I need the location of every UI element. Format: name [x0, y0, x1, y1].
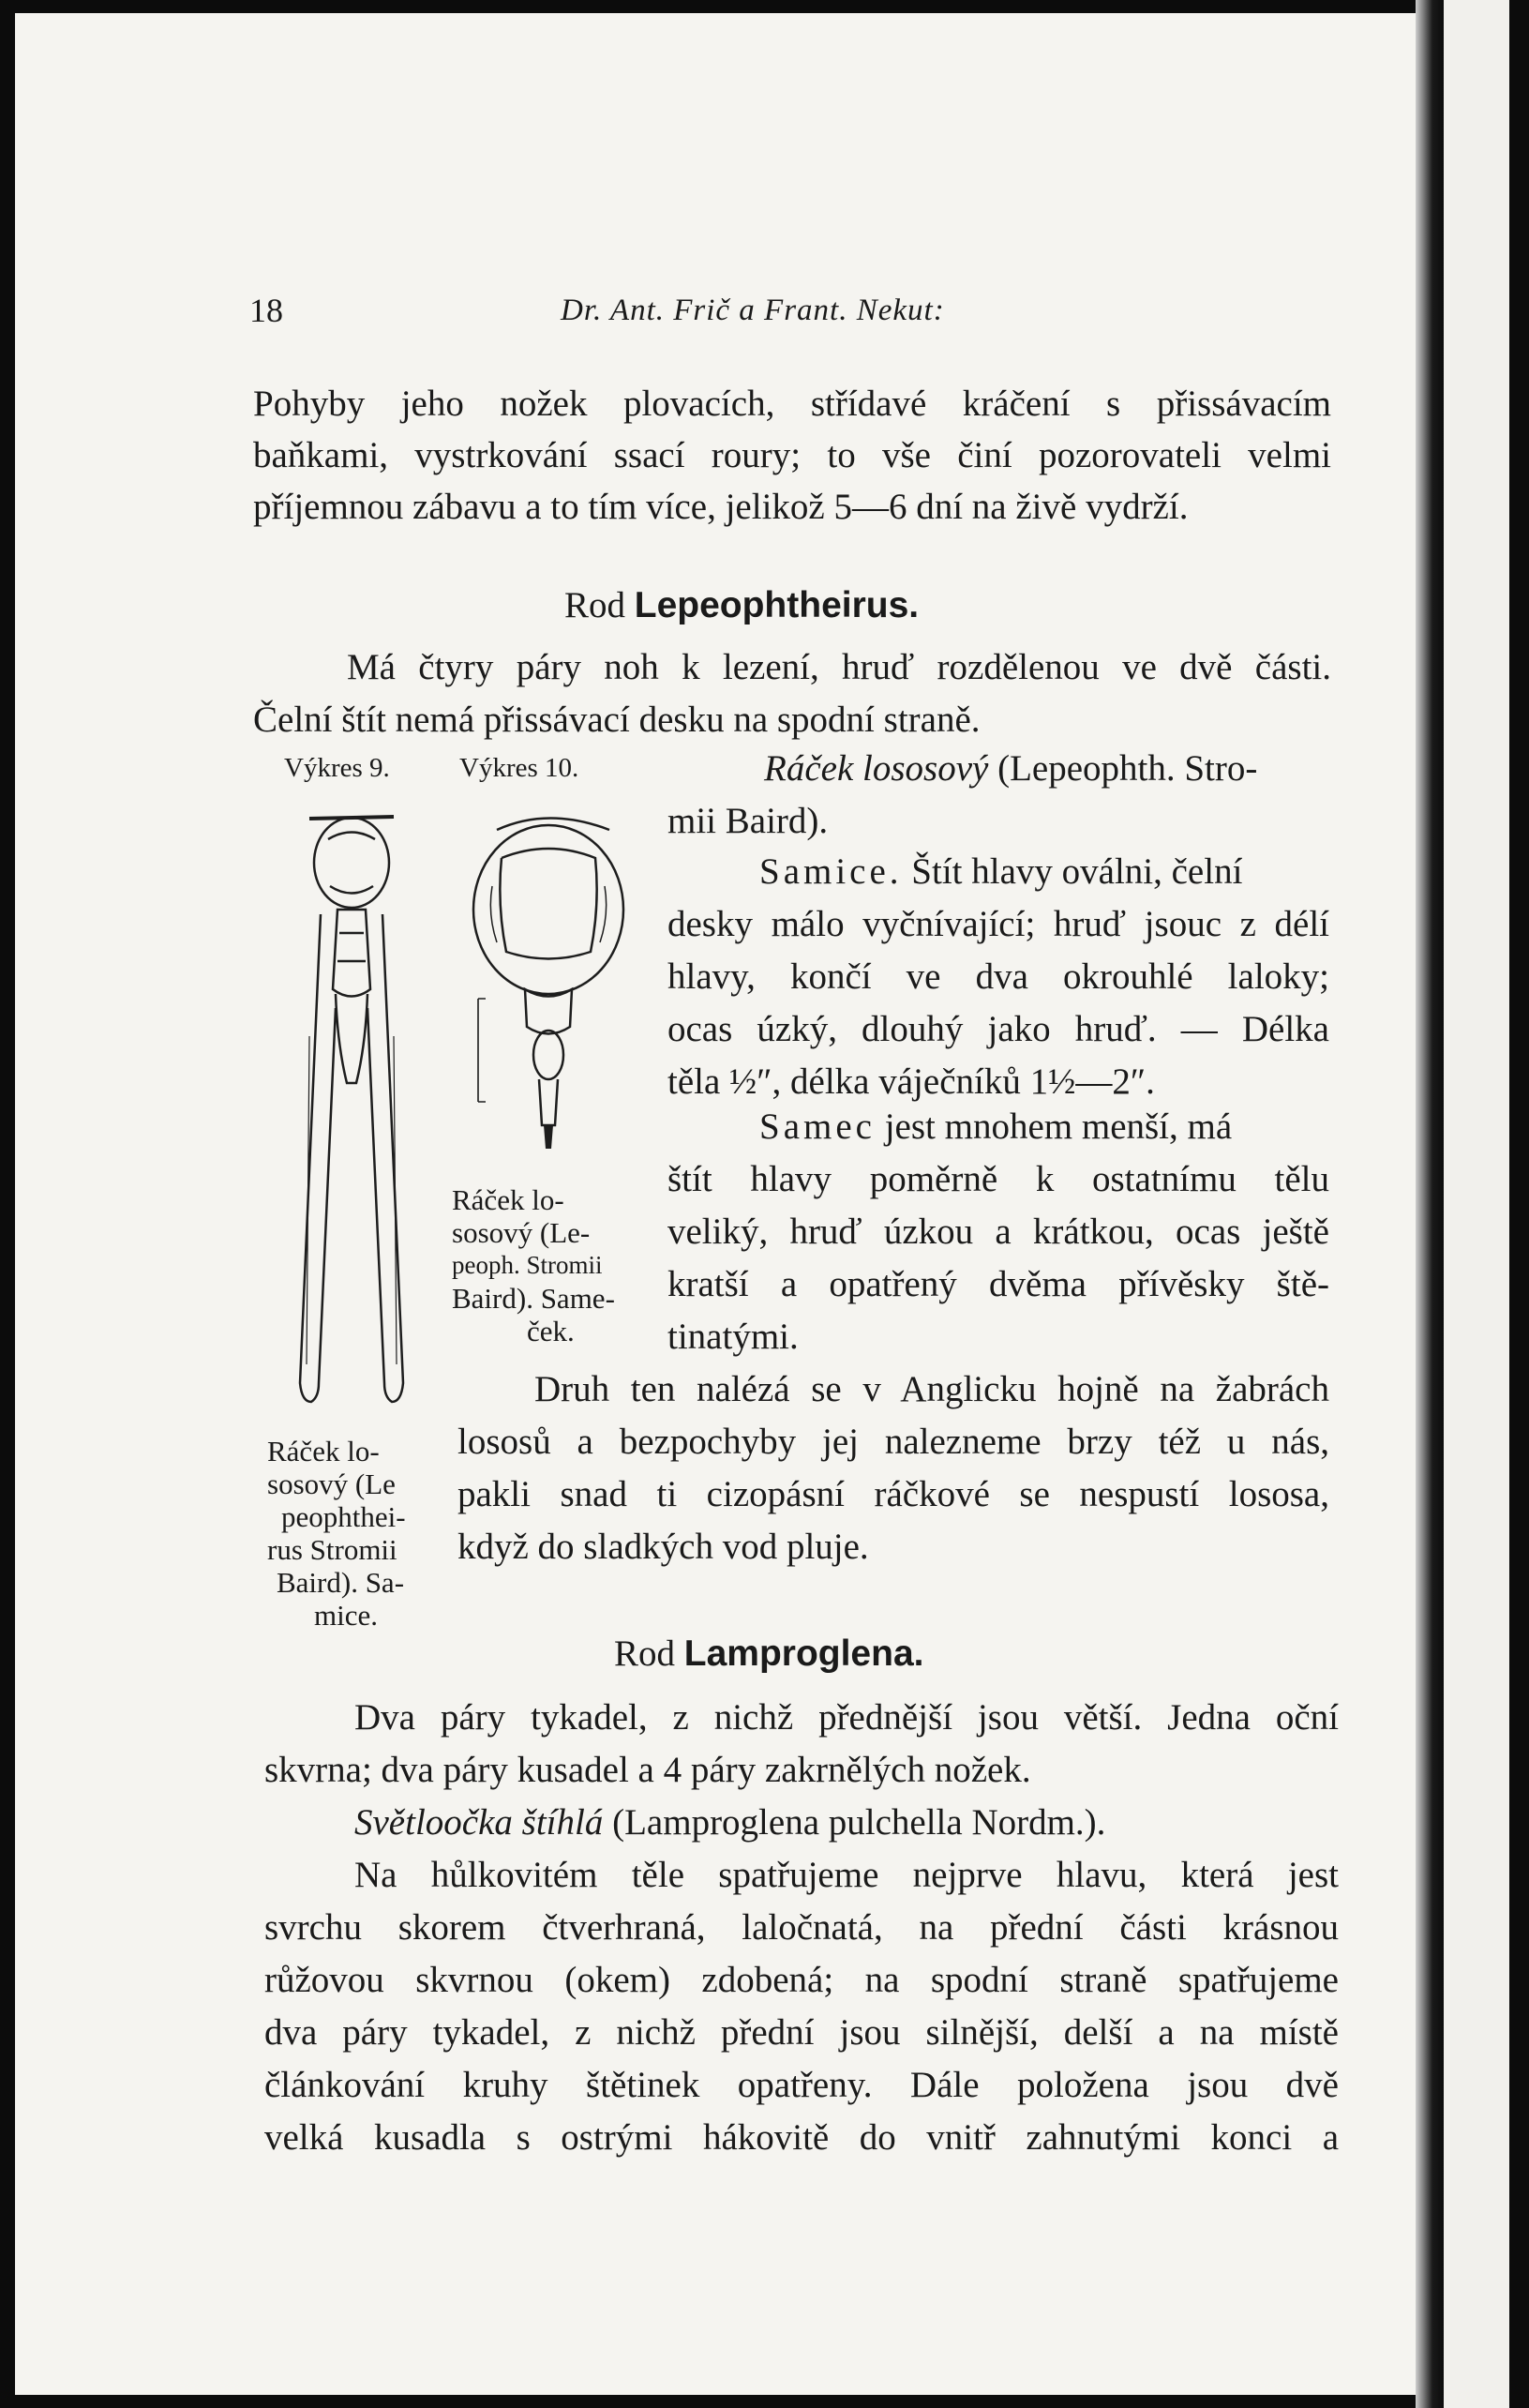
body-line-6: velká kusadla s ostrými hákovitě do vnitř zahnutými konci a	[264, 2117, 1339, 2158]
female-text-2: desky málo vyčnívající; hruď jsouc z délí	[667, 904, 1329, 944]
male-text-2: štít hlavy poměrně k ostatnímu tělu	[667, 1159, 1329, 1199]
section2-heading	[614, 1630, 923, 1678]
page-gutter-shadow	[1416, 0, 1444, 2408]
next-page-edge	[1444, 0, 1509, 2408]
species1-name: Ráček lososový	[764, 748, 989, 789]
dist-line-2: lososů a bezpochyby jej nalezneme brzy též u nás,	[457, 1422, 1329, 1462]
section1-desc-2: Čelní štít nemá přissávací desku na spodní straně.	[253, 700, 981, 740]
dist-line-4: když do sladkých vod pluje.	[457, 1527, 869, 1567]
dist-line-1: Druh ten nalézá se v Anglicku hojně na žabrách	[534, 1369, 1329, 1409]
fig9-caption-2: sosový (Le	[267, 1467, 396, 1500]
fig9-caption-5: Baird). Sa-	[277, 1566, 405, 1599]
body-line-2: svrchu skorem čtverhraná, laločnatá, na přední části krásnou	[264, 1907, 1339, 1948]
species2-heading	[354, 1798, 1105, 1847]
fig10-caption-2: sosový (Le-	[452, 1216, 591, 1249]
dist-line-3: pakli snad ti cizopásní ráčkové se nespustí lososa,	[457, 1474, 1329, 1514]
section1-rod: Rod	[564, 585, 626, 625]
body-line-1: Na hůlkovitém těle spatřujeme nejprve hlavu, která jest	[354, 1855, 1339, 1895]
section2-rod: Rod	[614, 1633, 676, 1674]
fig9-caption-3: peophthei-	[281, 1500, 406, 1533]
fig10-caption-3: peoph. Stromii	[452, 1251, 603, 1279]
fig9-caption-6: mice.	[314, 1599, 378, 1632]
fig10-caption-4: Baird). Same-	[452, 1282, 615, 1315]
female-text-3: hlavy, končí ve dva okrouhlé laloky;	[667, 956, 1329, 997]
male-text-3: veliký, hruď úzkou a krátkou, ocas ještě	[667, 1212, 1329, 1252]
section1-desc-1: Má čtyry páry noh k lezení, hruď rozdělenou ve dvě části.	[347, 647, 1331, 687]
figure10-male-illustration	[459, 802, 637, 1177]
male-text-5: tinatými.	[667, 1317, 799, 1357]
female-line-1	[759, 848, 1242, 896]
section2-genus: Lamproglena.	[683, 1633, 924, 1674]
section2-desc-1: Dva páry tykadel, z nichž přednější jsou větší. Jedna oční	[354, 1697, 1339, 1738]
species1-latin-1: (Lepeophth. Stro-	[997, 748, 1258, 789]
female-label: Samice.	[759, 851, 903, 892]
male-label: Samec	[759, 1106, 876, 1147]
fig10-caption-5: ček.	[527, 1315, 575, 1347]
fig10-caption-1: Ráček lo-	[452, 1183, 564, 1216]
intro-line-3: příjemnou zábavu a to tím více, jelikož 5—6 dní na živě vydrží.	[253, 487, 1189, 527]
species1-heading	[764, 745, 1257, 793]
body-line-4: dva páry tykadel, z nichž přední jsou silnější, delší a na místě	[264, 2012, 1339, 2053]
figure9-label: Výkres 9.	[284, 753, 390, 783]
species1-latin-2: mii Baird).	[667, 801, 829, 841]
species2-name: Světloočka štíhlá	[354, 1802, 604, 1843]
female-text-4: ocas úzký, dlouhý jako hruď. — Délka	[667, 1009, 1329, 1049]
section1-heading	[564, 581, 919, 630]
fig9-caption-1: Ráček lo-	[267, 1435, 380, 1467]
male-line-1	[759, 1103, 1329, 1151]
figure9-female-illustration	[281, 802, 422, 1421]
male-text-1: jest mnohem menší, má	[884, 1106, 1233, 1147]
female-text-1: Štít hlavy oválni, čelní	[911, 851, 1243, 892]
section2-desc-2: skvrna; dva páry kusadel a 4 páry zakrnělých nožek.	[264, 1750, 1031, 1790]
section1-genus: Lepeophtheirus.	[634, 585, 920, 625]
female-text-5: těla ½″, délka váječníků 1½—2″.	[667, 1061, 1155, 1102]
intro-line-1: Pohyby jeho nožek plovacích, střídavé kráčení s přissávacím	[253, 384, 1331, 424]
figure10-label: Výkres 10.	[459, 753, 579, 783]
page-number: 18	[249, 292, 283, 329]
intro-line-2: baňkami, vystrkování ssací roury; to vše činí pozorovateli velmi	[253, 435, 1331, 475]
running-title: Dr. Ant. Frič a Frant. Nekut:	[561, 293, 945, 327]
species2-latin: (Lamproglena pulchella Nordm.).	[612, 1802, 1106, 1843]
fig9-caption-4: rus Stromii	[267, 1533, 397, 1566]
male-text-4: kratší a opatřený dvěma přívěsky ště-	[667, 1264, 1329, 1304]
body-line-5: článkování kruhy štětinek opatřeny. Dále položena jsou dvě	[264, 2065, 1339, 2105]
body-line-3: růžovou skvrnou (okem) zdobená; na spodní straně spatřujeme	[264, 1960, 1339, 2000]
